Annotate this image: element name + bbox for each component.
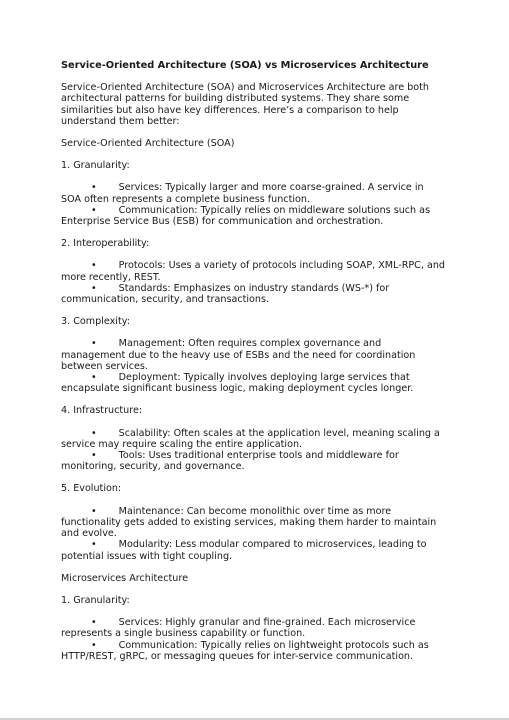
soa-section-1-list [61,182,446,227]
list-item-text: Scalability: Often scales at the application level, meaning scaling a service may require scaling the entire application. [61,427,440,450]
bullet-icon: • [91,338,97,350]
soa-section-5-list [61,506,446,562]
bullet-icon: • [91,282,97,294]
list-item [61,428,446,450]
list-item [61,182,446,204]
bullet-icon: • [91,505,97,517]
bullet-icon: • [91,639,97,651]
list-item [61,372,446,394]
soa-section-4-title: 4. Infrastructure: [61,405,143,417]
list-item-text: Communication: Typically relies on middleware solutions such as Enterprise Service Bus (ESB) for communication and orchestration. [61,204,431,228]
soa-section-3-title: 3. Complexity: [61,316,130,328]
soa-section-4-list [61,428,446,473]
soa-section-1-title: 1. Granularity: [61,160,130,172]
bullet-icon: • [91,539,97,551]
bullet-icon: • [91,372,97,384]
list-item [61,450,446,472]
bullet-icon: • [91,617,97,629]
soa-section-5-title: 5. Evolution: [61,483,122,495]
list-item [61,539,446,561]
document-page [61,60,446,673]
list-item-text: Modularity: Less modular compared to microservices, leading to potential issues with tight coupling. [61,539,427,562]
list-item-text: Management: Often requires complex governance and management due to the heavy use of ESBs and the need for coordination between services. [61,338,416,372]
soa-heading: Service-Oriented Architecture (SOA) [61,138,235,150]
list-item [61,617,446,639]
list-item-text: Standards: Emphasizes on industry standards (WS-*) for communication, security, and transactions. [61,282,390,306]
list-item [61,506,446,540]
bullet-icon: • [91,427,97,439]
list-item-text: Protocols: Uses a variety of protocols including SOAP, XML-RPC, and more recently, REST. [61,260,445,283]
bullet-icon: • [91,182,97,194]
list-item-text: Services: Typically larger and more coarse-grained. A service in SOA often represents a complete business function. [61,182,424,205]
list-item [61,260,446,282]
list-item-text: Tools: Uses traditional enterprise tools and middleware for monitoring, security, and governance. [61,450,399,473]
list-item [61,338,446,372]
bullet-icon: • [91,260,97,272]
soa-section-2-list [61,260,446,305]
list-item [61,640,446,662]
soa-section-2-title: 2. Interoperability: [61,238,150,250]
micro-section-1-list [61,617,446,662]
intro-paragraph: Service-Oriented Architecture (SOA) and Microservices Architecture are both architectural patterns for building distributed systems. They share some similarities but also have key differences. Here’s a comparison to help understand them better: [61,82,429,127]
list-item-text: Deployment: Typically involves deploying large services that encapsulate significant business logic, making deployment cycles longer. [61,372,414,395]
document-title: Service-Oriented Architecture (SOA) vs Microservices Architecture [61,60,429,71]
microservices-heading: Microservices Architecture [61,572,188,584]
bullet-icon: • [91,204,97,216]
list-item-text: Communication: Typically relies on lightweight protocols such as HTTP/REST, gRPC, or messaging queues for inter-service communication. [61,639,429,662]
micro-section-1-title: 1. Granularity: [61,594,130,606]
list-item [61,205,446,227]
list-item-text: Services: Highly granular and fine-grained. Each microservice represents a single business capability or function. [61,617,416,640]
soa-section-3-list [61,338,446,394]
list-item-text: Maintenance: Can become monolithic over time as more functionality gets added to existing services, making them harder to maintain and evolve. [61,505,437,540]
list-item [61,283,446,305]
bullet-icon: • [91,450,97,462]
